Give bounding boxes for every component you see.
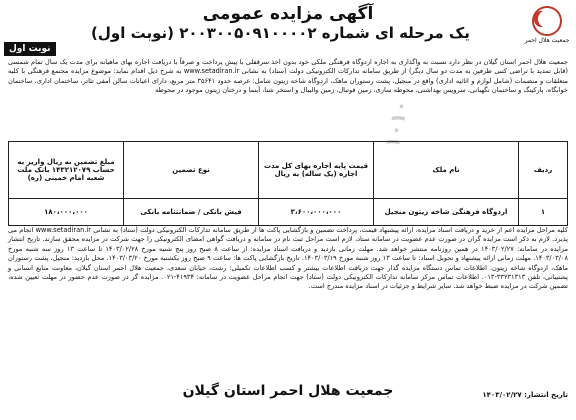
watermark-digits: ۱۰۱۰ — [379, 97, 414, 151]
intro-paragraph: جمعیت هلال احمر استان گیلان در نظر دارد نسبت به واگذاری به اجاره اردوگاه فرهنگی ملکی خود بدون اخذ سرقفلی با پیش پرداخت و صرفاً با دریافت اجاره بهای ماهیانه برای مدت یک سال تمام شمسی (قابل تمدید با تراضی کتبی طرفین به مدت دو سال دیگر) از طریق سامانه تدارکات الکترونیکی دولت (ستاد) به نشانی www.setadiran.ir به شرح ذیل اقدام نماید: موضوع مزایده مجتمع فرهنگی با کلیه متعلقات و منضمات (شامل لوازم و اثاثیه اداری) واقع در منجیل، پشت رستوران ماهک، اردوگاه شاخه زیتون شامل: عرصه حدود ۳۵۶۴۱ متر مربع، دارای اعیانات سالن آمفی تئاتر، ساختمان اداری، ساختمان خوابگاه، پارکینگ و ساختمان نگهبانی، سرویس بهداشتی، محوطه سازی، زمین فوتبال، زمین والیبال و استخر شنا، آبنما و درختان زیتون موجود در محوطه — [8, 58, 568, 94]
cell-guarantee-amount: ۱۸۰،۰۰۰،۰۰۰ — [9, 199, 124, 226]
notice-title: آگهی مزایده عمومی — [202, 4, 374, 24]
cell-row-number: ۱ — [519, 199, 568, 226]
cell-base-price: ۳،۶۰۰،۰۰۰،۰۰۰ — [259, 199, 374, 226]
cell-guarantee-type: فیش بانکی / ضمانتنامه بانکی — [124, 199, 259, 226]
col-row-number: ردیف — [519, 142, 568, 199]
first-round-badge: نوبت اول — [4, 42, 56, 56]
notice-subtitle: یک مرحله ای شماره ۲۰۰۳۰۰۵۰۹۱۰۰۰۰۲ (نوبت اول) — [91, 24, 470, 42]
table-row — [9, 199, 568, 226]
footer-date: تاریخ انتشار: ۱۴۰۳/۰۲/۲۷ — [482, 391, 568, 399]
red-crescent-logo — [524, 6, 570, 44]
tender-table — [8, 141, 568, 226]
col-property-name: نام ملک — [374, 142, 519, 199]
conditions-paragraph: کلیه مراحل مزایده اعم از خرید و دریافت اسناد مزایده، ارائه پیشنهاد قیمت، پرداخت تضمین و بازگشایی پاکت ها از طریق سامانه تدارکات الکترونیکی دولت (ستاد) به نشانی www.setadiran.ir انجام می پذیرد. لازم به ذکر است مزایده گران در صورت عدم عضویت در سامانه ستاد، لازم است مراحل ثبت نام در سامانه و دریافت گواهی امضای الکترونیکی را جهت شرکت در مزایده محقق سازند. تاریخ انتشار مزایده در سامانه: ۱۴۰۳/۰۲/۲۷ در همین روزنامه منتشر خواهد شد. مهلت زمانی بازدید و دریافت اسناد مزایده: از ساعت ۸ صبح روز پنج شنبه مورخ ۱۴۰۳/۰۲/۲۸ تا ساعت ۱۳ روز سه شنبه مورخ ۱۴۰۳/۰۳/۰۸. مهلت زمانی ارائه پیشنهاد و تحویل اسناد: تا ساعت ۱۳ روز شنبه مورخ ۱۴۰۳/۰۳/۱۹. تاریخ بازگشایی پاکت ها: ساعت ۹ صبح روز یکشنبه مورخ ۱۴۰۳/۰۳/۲۰. محل بازدید: منجیل، پشت رستوران ماهک، اردوگاه شاخه زیتون. اطلاعات تماس دستگاه مزایده گذار جهت دریافت اطلاعات بیشتر و کسب اطلاعات تکمیلی: رشت، خیابان سعدی، جمعیت هلال احمر استان گیلان، معاونت منابع انسانی و پشتیبانی، تلفن ۳۳۲۳۱۳۱۳-۰۱۳. اطلاعات تماس مرکز سامانه تدارکات الکترونیکی دولت (ستاد) جهت انجام مراحل عضویت در سامانه: ۴۱۹۳۴-۰۲۱. مزایده گر در صورت عدم حضور در مهلت تعیین شده، تضمین شرکت در مزایده ضبط خواهد شد. سایر شرایط و جزئیات در اسناد مزایده مندرج است. — [8, 226, 569, 291]
cell-property-name: اردوگاه فرهنگی شاخه زیتون منجیل — [374, 199, 519, 226]
table-header-row — [9, 142, 568, 199]
footer-organization: جمعیت هلال احمر استان گیلان — [182, 383, 394, 399]
logo-text: جمعیت هلال احمر — [524, 37, 570, 44]
col-base-price: قیمت پایه اجاره بهای کل مدت اجاره (یک ساله) به ریال — [259, 142, 374, 199]
col-guarantee-type: نوع تضمین — [124, 142, 259, 199]
col-guarantee-amount: مبلغ تضمین به ریال واریز به حساب ۱۴۳۲۱۲۰۷۹ بانک ملت شعبه امام خمینی (ره) — [9, 142, 124, 199]
red-crescent-icon — [532, 6, 562, 36]
